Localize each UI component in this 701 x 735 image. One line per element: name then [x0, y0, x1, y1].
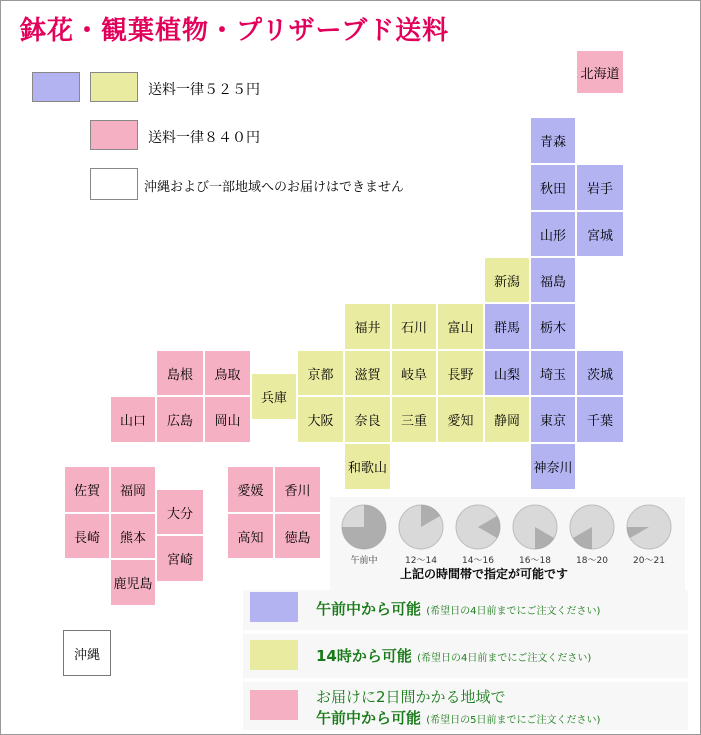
pref-miyazaki[interactable]: 宮崎	[156, 535, 204, 582]
pref-hokkaido[interactable]: 北海道	[576, 50, 624, 94]
pref-fukushima[interactable]: 福島	[530, 257, 576, 303]
time-slot-label-5: 18～20	[576, 556, 608, 566]
time-slot-label-6: 20～21	[633, 556, 665, 566]
pref-yamagata[interactable]: 山形	[530, 211, 576, 257]
delivery-yellow-main: 14時から可能	[316, 647, 412, 665]
clock-14-16-icon	[454, 503, 502, 551]
pref-wakayama[interactable]: 和歌山	[344, 443, 391, 490]
pref-nagasaki[interactable]: 長崎	[64, 513, 110, 559]
pref-yamanashi[interactable]: 山梨	[484, 350, 530, 396]
time-slot-panel	[330, 497, 685, 592]
pref-kumamoto[interactable]: 熊本	[110, 513, 156, 559]
legend-rate-525: 送料一律５２５円	[148, 82, 260, 98]
pref-kagawa[interactable]: 香川	[274, 466, 321, 513]
pref-shizuoka[interactable]: 静岡	[484, 396, 530, 443]
delivery-yellow-text	[316, 645, 591, 666]
pref-tochigi[interactable]: 栃木	[530, 303, 576, 350]
clock-morning-icon	[340, 503, 388, 551]
pref-kagoshima[interactable]: 鹿児島	[110, 559, 156, 606]
time-slot-label-1: 午前中	[350, 556, 378, 566]
clock-18-20-icon	[568, 503, 616, 551]
pref-kyoto[interactable]: 京都	[297, 350, 344, 396]
pref-mie[interactable]: 三重	[391, 396, 437, 443]
delivery-blue-main: 午前中から可能	[316, 600, 422, 618]
legend-swatch-white	[90, 168, 138, 200]
legend-swatch-blue	[32, 72, 80, 102]
delivery-pink-main: 午前中から可能	[316, 709, 422, 727]
pref-chiba[interactable]: 千葉	[576, 396, 624, 443]
pref-niigata[interactable]: 新潟	[484, 257, 530, 303]
legend-unavailable: 沖縄および一部地域へのお届けはできません	[144, 180, 405, 195]
clock-16-18-icon	[511, 503, 559, 551]
pref-fukuoka[interactable]: 福岡	[110, 466, 156, 513]
clock-12-14-icon	[397, 503, 445, 551]
delivery-pink-note: (希望日の5日前までにご注文ください)	[426, 715, 601, 726]
pref-miyagi[interactable]: 宮城	[576, 211, 624, 257]
pref-oita[interactable]: 大分	[156, 489, 204, 535]
pref-shiga[interactable]: 滋賀	[344, 350, 391, 396]
pref-gifu[interactable]: 岐阜	[391, 350, 437, 396]
pref-akita[interactable]: 秋田	[530, 164, 576, 211]
delivery-pink-line1: お届けに2日間かかる地域で	[316, 688, 506, 706]
pref-kochi[interactable]: 高知	[227, 513, 274, 559]
pref-saga[interactable]: 佐賀	[64, 466, 110, 513]
pref-nara[interactable]: 奈良	[344, 396, 391, 443]
pref-kanagawa[interactable]: 神奈川	[530, 443, 576, 490]
pref-shimane[interactable]: 島根	[156, 350, 204, 396]
pref-fukui[interactable]: 福井	[344, 303, 391, 350]
page-title: 鉢花・観葉植物・プリザーブド送料	[20, 16, 450, 46]
pref-okinawa[interactable]: 沖縄	[63, 630, 111, 676]
legend-swatch-yellow	[90, 72, 138, 102]
pref-tokushima[interactable]: 徳島	[274, 513, 321, 559]
pref-osaka[interactable]: 大阪	[297, 396, 344, 443]
delivery-swatch-yellow	[250, 640, 298, 670]
time-slot-label-2: 12～14	[405, 556, 437, 566]
pref-ehime[interactable]: 愛媛	[227, 466, 274, 513]
pref-yamaguchi[interactable]: 山口	[110, 396, 156, 443]
pref-gunma[interactable]: 群馬	[484, 303, 530, 350]
delivery-yellow-note: (希望日の4日前までにご注文ください)	[417, 653, 592, 664]
pref-okayama[interactable]: 岡山	[204, 396, 251, 443]
pref-nagano[interactable]: 長野	[437, 350, 484, 396]
time-slot-label-3: 14～16	[462, 556, 494, 566]
legend-rate-840: 送料一律８４０円	[148, 130, 260, 146]
pref-iwate[interactable]: 岩手	[576, 164, 624, 211]
delivery-pink-text	[316, 707, 600, 728]
time-slot-label-4: 16～18	[519, 556, 551, 566]
pref-hiroshima[interactable]: 広島	[156, 396, 204, 443]
delivery-swatch-blue	[250, 592, 298, 622]
clock-20-21-icon	[625, 503, 673, 551]
pref-tokyo[interactable]: 東京	[530, 396, 576, 443]
legend-swatch-pink	[90, 120, 138, 150]
pref-toyama[interactable]: 富山	[437, 303, 484, 350]
pref-hyogo[interactable]: 兵庫	[251, 373, 297, 420]
pref-aichi[interactable]: 愛知	[437, 396, 484, 443]
pref-ishikawa[interactable]: 石川	[391, 303, 437, 350]
pref-aomori[interactable]: 青森	[530, 117, 576, 164]
time-slot-caption: 上記の時間帯で指定が可能です	[400, 567, 569, 581]
delivery-swatch-pink	[250, 690, 298, 720]
pref-tottori[interactable]: 鳥取	[204, 350, 251, 396]
delivery-blue-note: (希望日の4日前までにご注文ください)	[426, 606, 601, 617]
pref-ibaraki[interactable]: 茨城	[576, 350, 624, 396]
pref-saitama[interactable]: 埼玉	[530, 350, 576, 396]
delivery-blue-text	[316, 598, 600, 619]
